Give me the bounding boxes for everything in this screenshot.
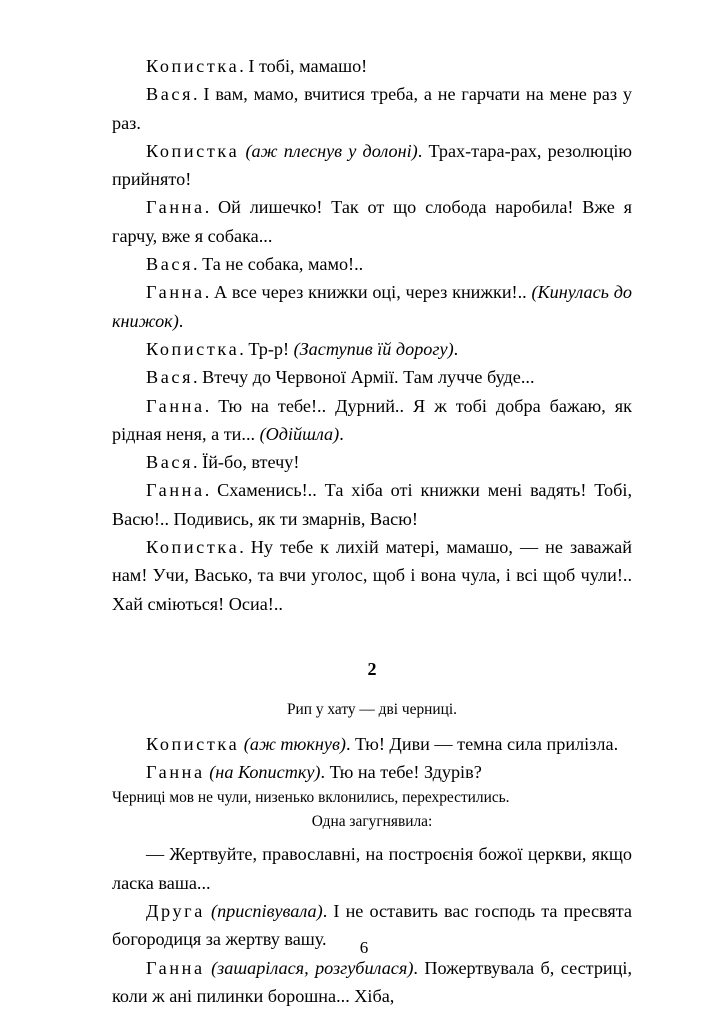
dialogue-line xyxy=(112,335,632,363)
dialogue-line xyxy=(112,954,632,1010)
stage-direction: (Кинулась до книжок) xyxy=(112,282,632,331)
stage-direction: (приспівувала) xyxy=(211,900,323,921)
dialogue-text: . Ну тебе к лихій матері, мамашо, — не заважай нам! Учи, Васько, та вчи уголос, щоб і вона чула, і всі щоб чули!.. Хай сміються! Осиа!.. xyxy=(112,537,632,614)
dialogue-text: . А все через книжки оці, через книжки!.. xyxy=(204,282,532,303)
speaker-name: Копистка xyxy=(146,733,240,754)
dialogue-text-tail: . xyxy=(453,338,459,359)
dialogue-text: . Схаменись!.. Та хіба оті книжки мені вадять! Тобі, Васю!.. Подивись, як ти змарнів, Васю! xyxy=(112,480,632,529)
dialogue-line xyxy=(112,476,632,533)
dialogue-line xyxy=(112,758,632,786)
dialogue-line xyxy=(112,392,632,449)
dialogue-line xyxy=(112,52,632,80)
speaker-name: Ганна xyxy=(146,762,205,783)
dialogue-text: . Втечу до Червоної Армії. Там луччe буде... xyxy=(193,367,535,388)
dialogue-text: . Тю на тебе! Здурів? xyxy=(320,762,482,783)
speaker-name: Копистка xyxy=(146,537,240,558)
speaker-name: Копистка xyxy=(146,338,240,359)
speaker-name: Ганна xyxy=(146,395,205,416)
dialogue-line xyxy=(112,730,632,758)
dialogue-text: . Їй-бо, втечу! xyxy=(193,452,300,473)
stage-direction: (зашарілася, розгубилася) xyxy=(211,957,414,978)
dialogue-text: . Пожертвувала б, сестриці, коли ж ані пилинки борошна... Хіба, xyxy=(112,957,632,1006)
dialogue-line: — Жертвуйте, православні, на построєнія божої церкви, якщо ласка ваша... xyxy=(112,844,632,893)
speaker-name: Ганна xyxy=(146,282,205,303)
narration-line: Черниці мов не чули, низенько вклонились, перехрестились. xyxy=(112,789,510,807)
dialogue-text-tail: . xyxy=(339,423,344,444)
scene-caption: Рип у хату — дві черниці. xyxy=(287,700,457,718)
speaker-name: Вася xyxy=(146,452,194,473)
dialogue-line xyxy=(112,137,632,194)
speaker-name: Вася xyxy=(146,367,194,388)
dialogue-line xyxy=(112,80,632,137)
dialogue-line xyxy=(112,448,632,476)
speaker-name: Ганна xyxy=(146,197,205,218)
dialogue-text-tail: . xyxy=(178,310,184,331)
dialogue-line xyxy=(112,193,632,250)
speaker-name: Вася xyxy=(146,254,194,275)
dialogue-line xyxy=(112,363,632,391)
stage-direction: (аж тюкнув) xyxy=(243,733,346,754)
dialogue-text: . І тобі, мамашо! xyxy=(239,56,368,76)
dialogue-text: . І вам, мамо, вчитися треба, а не гарчати на мене раз у раз. xyxy=(112,84,632,133)
narration-line: Одна загугнявила: xyxy=(311,813,433,831)
speaker-name: Копистка xyxy=(146,140,240,161)
dialogue-text: . Тр-р! xyxy=(239,338,294,359)
dialogue-line xyxy=(112,250,632,278)
speaker-name: Ганна xyxy=(146,480,205,501)
dialogue-text: . І не оставить вас господь та пресвята богородиця за жертву вашу. xyxy=(112,900,632,950)
page-body xyxy=(112,52,632,1010)
dialogue-text: . Та не собака, мамо!.. xyxy=(193,254,364,275)
dialogue-text: . Тю! Диви — темна сила прилізла. xyxy=(345,733,619,754)
speaker-name: Вася xyxy=(146,84,194,105)
page-number: 6 xyxy=(359,938,369,957)
dialogue-text: . Тю на тебе!.. Дурний.. Я ж тобі добра бажаю, як рідная неня, а ти... xyxy=(112,395,632,444)
speaker-name: Копистка xyxy=(146,56,240,76)
stage-direction: (на Копистку) xyxy=(209,762,321,783)
speaker-name: Ганна xyxy=(146,957,205,978)
speaker-name: Друга xyxy=(146,900,205,921)
stage-direction: (аж плеснув у долоні) xyxy=(245,140,418,161)
scene-number: 2 xyxy=(367,658,377,679)
dialogue-text: . Трах-тара-рах, резолюцію прийнято! xyxy=(112,140,632,190)
stage-direction: (Заступив їй дорогу) xyxy=(293,338,454,359)
dialogue-line xyxy=(112,278,632,335)
stage-direction: (Одійшла) xyxy=(259,423,340,444)
dialogue-text: . Ой лишечко! Так от що слобода наробила! Вже я гарчу, вже я собака... xyxy=(112,197,632,246)
dialogue-line xyxy=(112,533,632,618)
